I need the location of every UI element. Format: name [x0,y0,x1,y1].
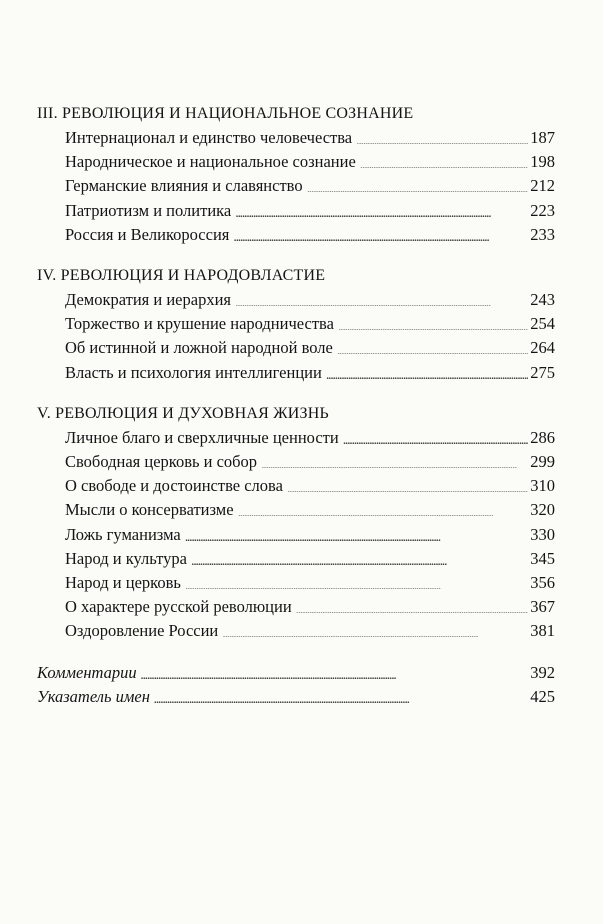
toc-appendix [37,661,555,709]
dot-leader [296,597,529,614]
entry-title: Свободная церковь и собор [65,452,258,472]
section-title: V. РЕВОЛЮЦИЯ И ДУХОВНАЯ ЖИЗНЬ [37,404,329,422]
table-of-contents [37,102,555,709]
toc-entry[interactable] [65,426,555,450]
entry-title: Власть и психология интеллигенции [65,362,322,382]
dot-leader [154,686,528,703]
dot-leader [287,476,528,493]
entry-title: Комментарии [37,662,137,682]
dot-leader [222,621,528,638]
dot-leader [235,200,528,217]
toc-entry-name-index[interactable] [37,685,555,709]
toc-entry[interactable] [65,223,555,247]
toc-entry[interactable] [65,199,555,223]
section-title: IV. РЕВОЛЮЦИЯ И НАРОДОВЛАСТИЕ [37,267,326,285]
toc-entry[interactable] [65,474,555,498]
toc-section-4 [37,264,555,385]
dot-leader [307,176,529,193]
entry-page-number: 223 [530,200,555,220]
entry-title: О свободе и достоинстве слова [65,476,283,496]
dot-leader [185,524,529,541]
entry-page-number: 187 [530,128,555,147]
entry-title: Личное благо и сверхличные ценности [65,427,339,447]
toc-entry[interactable] [65,619,555,643]
entry-title: Народ и церковь [65,573,181,593]
dot-leader [235,290,528,307]
dot-leader [343,427,529,444]
entry-title: О характере русской революции [65,597,292,617]
entry-title: Интернационал и единство человечества [65,128,353,147]
entry-title: Народ и культура [65,548,187,568]
entry-title: Демократия и иерархия [65,290,231,310]
entry-title: Ложь гуманизма [65,524,181,544]
entry-title: Указатель имен [37,686,150,706]
entry-page-number: 392 [530,662,555,682]
dot-leader [337,338,528,355]
entry-page-number: 275 [530,362,555,382]
toc-entry[interactable] [65,361,555,385]
dot-leader [261,452,528,469]
toc-entry[interactable] [65,126,555,150]
entry-page-number: 345 [530,548,555,568]
entry-page-number: 381 [530,621,555,641]
entry-page-number: 212 [530,176,555,196]
dot-leader [185,573,528,590]
entry-title: Торжество и крушение народничества [65,314,334,334]
entry-page-number: 286 [530,427,555,447]
dot-leader [356,128,528,145]
entry-page-number: 254 [530,314,555,334]
entry-page-number: 330 [530,524,555,544]
entry-page-number: 356 [530,573,555,593]
dot-leader [360,152,528,169]
entry-title: Патриотизм и политика [65,200,232,220]
entry-title: Германские влияния и славянство [65,176,303,196]
toc-entry[interactable] [65,336,555,360]
entry-page-number: 233 [530,224,555,244]
toc-section-3 [37,102,555,247]
entry-page-number: 425 [530,686,555,706]
entry-title: Россия и Великороссия [65,224,230,244]
toc-entry-comments[interactable] [37,661,555,685]
entry-title: Народническое и национальное сознание [65,152,356,172]
entry-page-number: 320 [530,500,555,520]
entry-title: Мысли о консерватизме [65,500,234,520]
section-title: III. РЕВОЛЮЦИЯ И НАЦИОНАЛЬНОЕ СОЗНАНИЕ [37,105,414,122]
entry-page-number: 264 [530,338,555,358]
toc-entry[interactable] [65,498,555,522]
entry-title: Оздоровление России [65,621,219,641]
toc-entry[interactable] [65,523,555,547]
toc-entry[interactable] [65,595,555,619]
entry-page-number: 299 [530,452,555,472]
toc-entry[interactable] [65,312,555,336]
entry-page-number: 310 [530,476,555,496]
entry-page-number: 198 [530,152,555,172]
entry-title: Об истинной и ложной народной воле [65,338,333,358]
entry-page-number: 367 [530,597,555,617]
toc-entry[interactable] [65,571,555,595]
toc-entry[interactable] [65,150,555,174]
dot-leader [338,314,528,331]
dot-leader [326,362,528,379]
dot-leader [141,662,529,679]
entry-page-number: 243 [530,290,555,310]
dot-leader [233,224,528,241]
dot-leader [238,500,529,517]
toc-entry[interactable] [65,547,555,571]
toc-section-5 [37,402,555,644]
toc-entry[interactable] [65,288,555,312]
dot-leader [191,548,528,565]
toc-entry[interactable] [65,450,555,474]
toc-entry[interactable] [65,174,555,198]
